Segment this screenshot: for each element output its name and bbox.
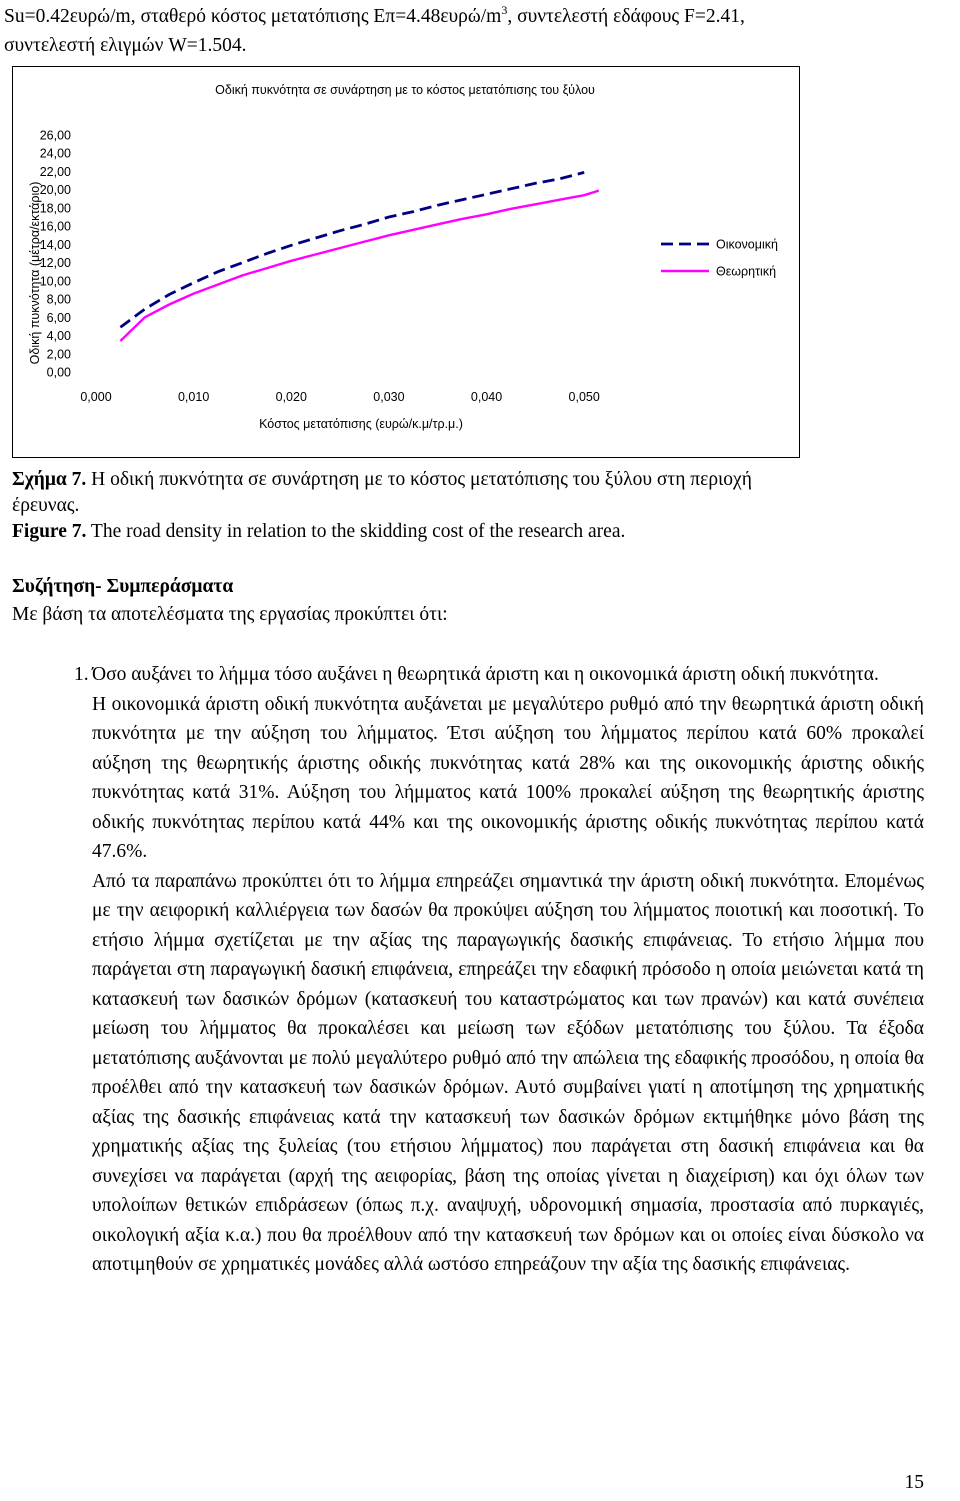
y-tick-label: 24,00 [39,146,71,161]
series-line-economic [120,172,584,327]
x-tick-label: 0,020 [275,390,307,404]
intro-superscript: 3 [501,3,508,17]
y-tick-label: 20,00 [39,183,71,198]
intro-line1-post: , συντελεστή εδάφους F=2.41, [507,6,745,27]
caption-label-english: Figure 7. [12,521,87,542]
intro-paragraph [4,2,952,60]
legend-label: Οικονομική [716,237,778,252]
list-number: 1. [74,664,89,685]
y-tick-label: 12,00 [39,256,71,271]
road-density-chart [13,67,799,457]
series-line-theoretical [120,191,598,341]
chart-y-axis-label: Οδική πυκνότητα (μέτρα/εκτάριο) [28,181,42,365]
y-tick-label: 18,00 [39,201,71,216]
figure-caption-english [12,519,625,545]
y-tick-label: 6,00 [46,310,71,325]
caption-text-english: The road density in relation to the skidding cost of the research area. [86,521,626,542]
x-tick-label: 0,000 [80,390,112,404]
section-lead: Με βάση τα αποτελέσματα της εργασίας προκύπτει ότι: [12,604,448,625]
x-tick-label: 0,030 [373,390,405,404]
list-item-body [92,660,924,1280]
y-tick-label: 0,00 [46,365,71,380]
x-tick-label: 0,050 [568,390,600,404]
chart-frame [12,66,800,458]
x-tick-label: 0,010 [177,390,210,404]
caption-text-greek-2: έρευνας. [12,495,80,516]
caption-text-greek-1: Η οδική πυκνότητα σε συνάρτηση με το κόστος μετατόπισης του ξύλου στη περιοχή [86,469,752,490]
chart-x-axis-label: Κόστος μετατόπισης (ευρώ/κ.μ/τρ.μ.) [259,417,463,431]
figure-caption-greek [12,467,752,519]
intro-line1-pre: Su=0.42ευρώ/m, σταθερό κόστος μετατόπισης Επ=4.48ευρώ/m [4,6,502,27]
caption-label-greek: Σχήμα 7. [12,469,87,490]
paragraph-3: Από τα παραπάνω προκύπτει ότι το λήμμα επηρεάζει σημαντικά την άριστη οδική πυκνότητα. Επομένως με την αειφορική καλλιέργεια των δασών θα προκύψει αύξηση του λήμματος ποιοτική και ποσοτική. Το ετήσιο λήμμα σχετίζεται με την αξίας της παραγωγικής δασικής επιφάνειας. Το ετήσιο λήμμα που παράγεται στη παραγωγική δασική επιφάνεια, επηρεάζει την εδαφική πρόσοδο η οποία μειώνεται κατά τη κατασκευή των δασικών δρόμων (κατασκευή του καταστρώματος και των πρανών) και κατά συνέπεια μείωση του λήμματος θα προκαλέσει και μείωση των εξόδων μετατόπισης του ξύλου. Τα έξοδα μετατόπισης αυξάνονται με πολύ μεγαλύτερο ρυθμό από την απώλεια της εδαφικής προσόδου, η οποία θα προέλθει από την κατασκευή των δασικών δρόμων. Αυτό συμβαίνει γιατί η αποτίμηση της χρηματικής αξίας της δασικής επιφάνειας κατά την κατασκευή των δασικών δρόμων εκτιμήθηκε μόνο βάση της χρηματικής αξίας της ξυλείας (του ετήσιου λήμματος) που παράγεται στη δασική επιφάνεια και θα συνεχίσει να παράγεται (αρχή της αειφορίας, βάση της οποίας γίνεται η διαχείριση) και όχι όλων των υπολοίπων θετικών επιδράσεων (όπως π.χ. αναψυχή, υδρονομική σημασία, προστασία από πυρκαγιές, οικολογική αξία κ.α.) που θα προέλθουν από την κατασκευή των δρόμων και οι οποίες είναι δύσκολο να αποτιμηθούν σε χρηματικές μονάδες αλλά ωστόσο επηρεάζουν την αξία της δασικής επιφάνειας. [92,870,924,1275]
y-tick-label: 8,00 [46,292,71,307]
page-number: 15 [904,1472,924,1493]
chart-title: Οδική πυκνότητα σε συνάρτηση με το κόστος μετατόπισης του ξύλου [215,83,595,97]
paragraph-2: Η οικονομικά άριστη οδική πυκνότητα αυξάνεται με μεγαλύτερο ρυθμό από την θεωρητικά άριστη οδική πυκνότητα με την αύξηση του λήμματος. Έτσι αύξηση του λήμματος περίπου κατά 60% προκαλεί αύξηση της θεωρητικής άριστης οδικής πυκνότητας κατά 28% και της οικονομικής άριστης οδικής πυκνότητας κατά 31%. Αύξηση του λήμματος κατά 100% προκαλεί αύξηση της θεωρητικής άριστης οδικής πυκνότητας περίπου κατά 44% και της οικονομικής άριστης οδικής πυκνότητας περίπου κατά 47.6%. [92,693,924,862]
y-tick-label: 4,00 [46,329,71,344]
y-tick-label: 26,00 [39,128,71,143]
section-heading: Συζήτηση- Συμπεράσματα [12,576,234,597]
intro-line2: συντελεστή ελιγμών W=1.504. [4,35,247,56]
x-tick-label: 0,040 [470,390,503,404]
legend-label: Θεωρητική [716,264,777,279]
y-tick-label: 2,00 [46,347,71,362]
y-tick-label: 22,00 [39,164,71,179]
y-tick-label: 10,00 [39,274,71,289]
y-tick-label: 14,00 [39,237,71,252]
y-tick-label: 16,00 [39,219,71,234]
paragraph-1: Όσο αυξάνει το λήμμα τόσο αυξάνει η θεωρητικά άριστη και η οικονομικά άριστη οδική πυκνότητα. [92,664,879,685]
